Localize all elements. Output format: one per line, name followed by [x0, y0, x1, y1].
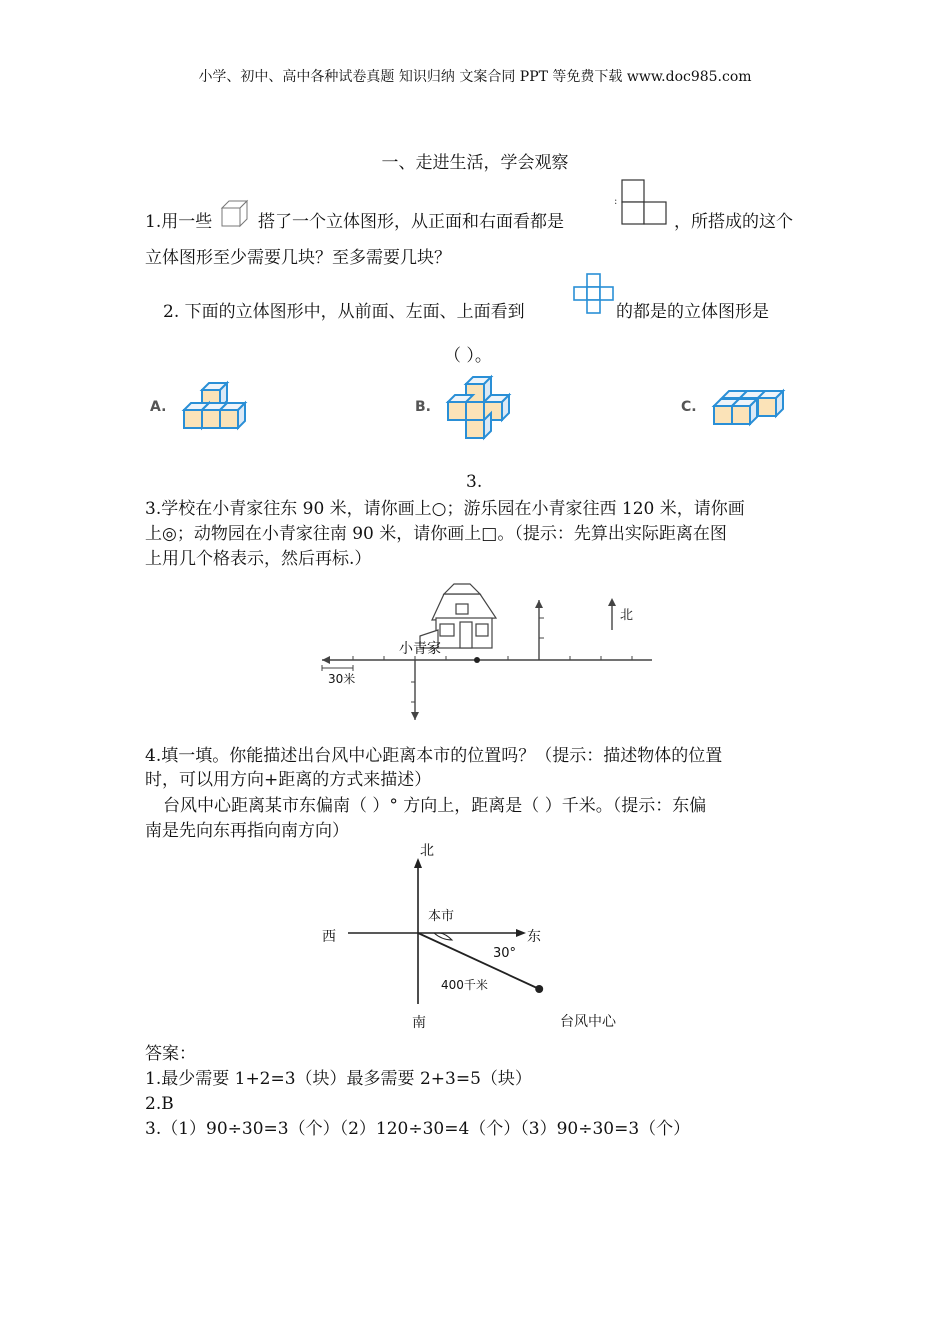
map-home-label: 小青家: [399, 641, 441, 657]
map-scale-label: 30米: [328, 672, 356, 686]
angle-label: 30°: [493, 946, 517, 961]
option-c-cubes: [712, 388, 784, 434]
distance-label: 400千米: [441, 978, 488, 992]
option-c-label: C.: [681, 399, 697, 415]
compass-west: 西: [322, 929, 336, 945]
city-label: 本市: [428, 909, 455, 924]
l-shape-view-icon: [614, 178, 668, 228]
q3-label: 3.: [466, 472, 483, 492]
q4-text-line1: 4.填一填。你能描述出台风中心距离本市的位置吗？（提示：描述物体的位置: [145, 746, 723, 766]
q3-text-line2: 上◎；动物园在小青家往南 90 米，请你画上□。（提示：先算出实际距离在图: [145, 524, 727, 544]
map-north-label: 北: [620, 608, 634, 623]
q3-map: [320, 578, 660, 723]
page-header: 小学、初中、高中各种试卷真题 知识归纳 文案合同 PPT 等免费下载 www.doc985.com: [198, 69, 752, 85]
option-b-cubes: [444, 376, 518, 446]
q2-text-part1: 2. 下面的立体图形中，从前面、左面、上面看到: [163, 302, 525, 322]
svg-text::: :: [614, 196, 618, 207]
answer-2: 2.B: [145, 1094, 174, 1114]
q1-text-line2: 立体图形至少需要几块？至多需要几块？: [145, 248, 451, 268]
cube-icon: [220, 198, 248, 228]
q3-text-line3: 上用几个格表示，然后再标.）: [145, 549, 372, 569]
answers-title: 答案：: [145, 1044, 196, 1064]
q1-text-part2: 搭了一个立体图形，从正面和右面看都是: [258, 212, 564, 232]
q1-text-part3: ，所搭成的这个: [674, 212, 793, 232]
option-a-label: A.: [150, 399, 167, 415]
option-a-cubes: [182, 380, 252, 440]
compass-north: 北: [420, 843, 434, 859]
compass-south: 南: [412, 1015, 426, 1031]
compass-east: 东: [527, 929, 541, 945]
answer-3: 3.（1）90÷30=3（个）（2）120÷30=4（个）（3）90÷30=3（个）: [145, 1119, 691, 1139]
q2-text-part2: 的都是的立体图形是: [616, 302, 769, 322]
cross-view-icon: [574, 272, 614, 316]
q4-text-line2: 时，可以用方向+距离的方式来描述）: [145, 770, 432, 790]
section-title: 一、走进生活，学会观察: [381, 153, 569, 173]
q4-text-line4: 南是先向东再指向南方向）: [145, 821, 349, 841]
q4-text-line3: 台风中心距离某市东偏南（ ）° 方向上，距离是（ ）千米。（提示：东偏: [163, 796, 707, 816]
q2-answer-blank: （ ）。: [444, 346, 492, 366]
q1-text-part1: 1.用一些: [145, 212, 213, 232]
answer-1: 1.最少需要 1+2=3（块）最多需要 2+3=5（块）: [145, 1069, 532, 1089]
typhoon-label: 台风中心: [560, 1014, 616, 1030]
compass-diagram: [330, 842, 640, 1032]
q3-text-line1: 3.学校在小青家往东 90 米，请你画上○；游乐园在小青家往西 120 米，请你画: [145, 499, 745, 519]
option-b-label: B.: [415, 399, 431, 415]
